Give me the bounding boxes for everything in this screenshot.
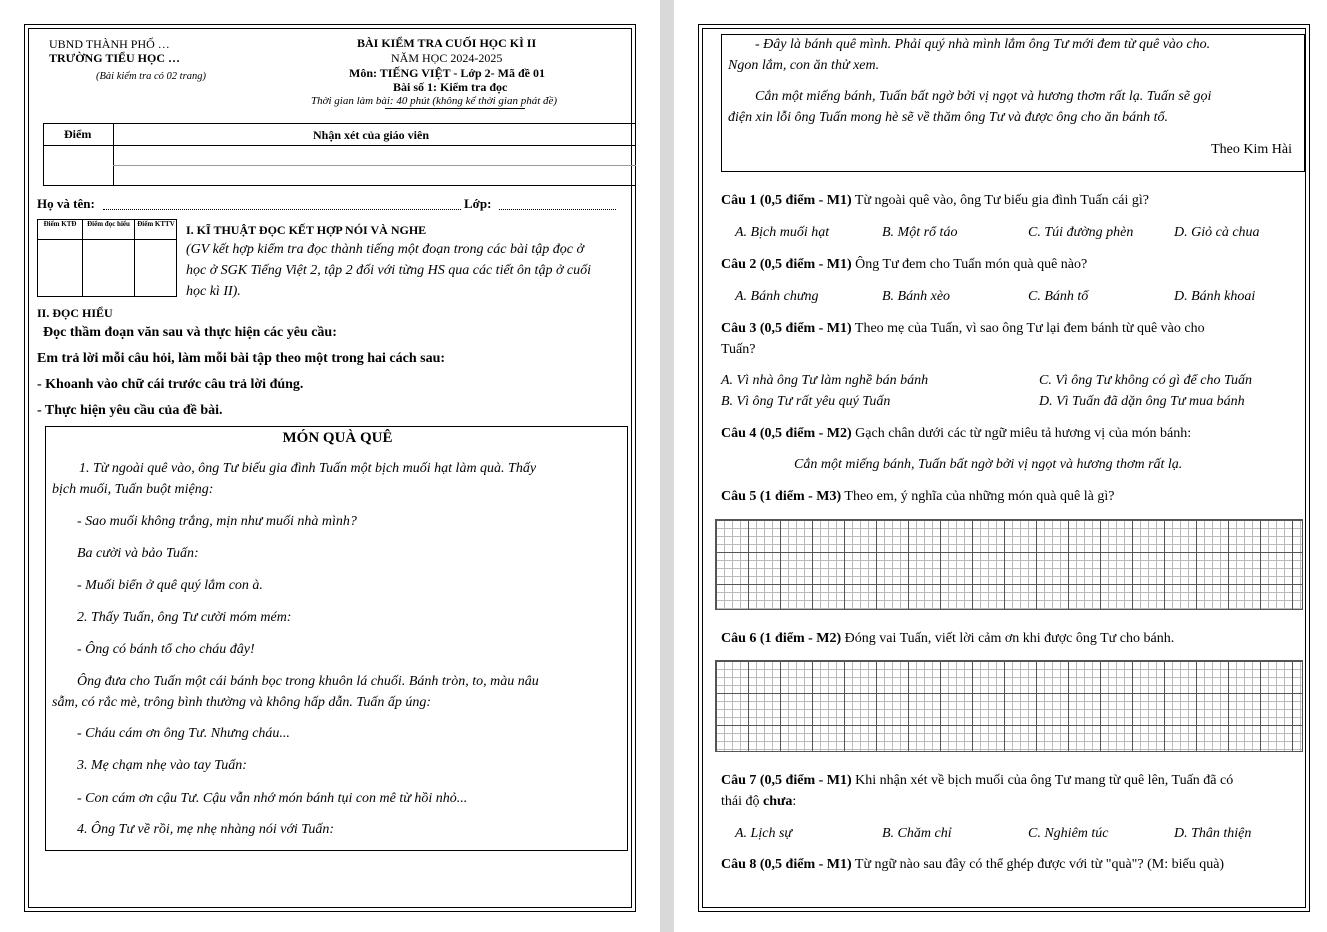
q7-option-b[interactable]: B. Chăm chỉ — [882, 826, 952, 841]
story-box — [45, 426, 628, 851]
story-line-2: bịch muối, Tuấn buột miệng: — [52, 482, 214, 497]
story-line-1: 1. Từ ngoài quê vào, ông Tư biếu gia đình Tuấn một bịch muối hạt làm quà. Thấy — [79, 461, 537, 476]
story-line-8: Ông đưa cho Tuấn một cái bánh bọc trong khuôn lá chuối. Bánh tròn, to, màu nâu — [77, 674, 539, 689]
time-underline — [385, 108, 525, 109]
q7-label: Câu 7 (0,5 điểm - M1) — [721, 773, 852, 788]
small-table-header-line — [37, 239, 177, 240]
name-field[interactable] — [103, 200, 461, 210]
story-cont-line-3: Cắn một miếng bánh, Tuấn bất ngờ bởi vị ngọt và hương thơm rất lạ. Tuấn sẽ gọi — [755, 89, 1212, 104]
score-table-row-line — [113, 165, 636, 166]
q7-text-2b: chưa — [763, 794, 793, 809]
section2-title: II. ĐỌC HIỂU — [37, 306, 113, 320]
section2-instr-1: Đọc thầm đoạn văn sau và thực hiện các yêu cầu: — [43, 325, 337, 340]
page-note: (Bài kiểm tra có 02 trang) — [96, 71, 206, 82]
q2-option-a[interactable]: A. Bánh chưng — [735, 289, 819, 304]
story-line-12: - Con cám ơn cậu Tư. Cậu vẫn nhớ món bánh tụi con mê từ hồi nhỏ... — [77, 791, 468, 806]
q4-label: Câu 4 (0,5 điểm - M2) — [721, 426, 852, 441]
q5-answer-grid[interactable] — [715, 519, 1303, 610]
page-gap — [660, 0, 674, 932]
q4-text: Gạch chân dưới các từ ngữ miêu tả hương vị của món bánh: — [851, 426, 1192, 441]
q2-label: Câu 2 (0,5 điểm - M1) — [721, 257, 852, 272]
q1-option-d[interactable]: D. Giỏ cà chua — [1174, 225, 1260, 240]
q3-text: Theo mẹ của Tuấn, vì sao ông Tư lại đem bánh từ quê vào cho — [851, 321, 1205, 336]
q3-label: Câu 3 (0,5 điểm - M1) — [721, 321, 852, 336]
question-8 — [721, 857, 1224, 873]
small-table-divider-1 — [82, 219, 83, 297]
q3-text-cont: Tuấn? — [721, 342, 756, 357]
q6-text: Đóng vai Tuấn, viết lời cảm ơn khi được ông Tư cho bánh. — [841, 631, 1175, 646]
q6-answer-grid[interactable] — [715, 660, 1303, 752]
ubnd-label: UBND THÀNH PHỐ … — [49, 37, 170, 51]
story-continued-box — [721, 34, 1305, 172]
score-table-divider — [113, 123, 114, 186]
story-title: MÓN QUÀ QUÊ — [282, 430, 393, 446]
story-line-9: sẫm, có rắc mè, trông bình thường và không hấp dẫn. Tuấn ấp úng: — [52, 695, 432, 710]
time-line: Thời gian làm bài: 40 phút (không kể thời gian phát đề) — [311, 95, 558, 107]
section2-instr-3: - Khoanh vào chữ cái trước câu trả lời đúng. — [37, 377, 304, 392]
page-2 — [674, 0, 1327, 932]
small-table-h3: Điểm KTTV — [137, 220, 175, 228]
subject-line: Môn: TIẾNG VIỆT - Lớp 2- Mã đề 01 — [349, 66, 546, 80]
story-line-6: 2. Thấy Tuấn, ông Tư cười móm mém: — [77, 610, 292, 625]
q7-option-c[interactable]: C. Nghiêm túc — [1028, 826, 1109, 841]
story-line-7: - Ông có bánh tổ cho cháu đây! — [77, 642, 255, 657]
part-line: Bài số 1: Kiểm tra đọc — [393, 80, 508, 94]
page-1 — [0, 0, 660, 932]
section1-line-1: (GV kết hợp kiểm tra đọc thành tiếng một đoạn trong các bài tập đọc ở — [186, 242, 584, 257]
comment-col-header: Nhận xét của giáo viên — [313, 128, 430, 142]
exam-title: BÀI KIỂM TRA CUỐI HỌC KÌ II — [357, 36, 537, 50]
small-table-h2: Điểm đọc hiểu — [87, 220, 130, 228]
q3-option-c[interactable]: C. Vì ông Tư không có gì để cho Tuấn — [1039, 373, 1252, 388]
q1-option-a[interactable]: A. Bịch muối hạt — [735, 225, 830, 240]
question-6 — [721, 631, 1174, 647]
q4-quote[interactable]: Cắn một miếng bánh, Tuấn bất ngờ bởi vị ngọt và hương thơm rất lạ. — [794, 457, 1183, 472]
q7-option-a[interactable]: A. Lịch sự — [735, 826, 793, 841]
story-cont-line-2: Ngon lắm, con ăn thử xem. — [728, 58, 880, 73]
story-line-10: - Cháu cám ơn ông Tư. Nhưng cháu... — [77, 726, 290, 741]
q7-text-cont — [721, 794, 796, 810]
q7-option-d[interactable]: D. Thân thiện — [1174, 826, 1252, 841]
section1-title: I. KĨ THUẬT ĐỌC KẾT HỢP NÓI VÀ NGHE — [186, 223, 427, 237]
class-label: Lớp: — [464, 196, 492, 211]
section1-line-3: học kì II). — [186, 284, 241, 299]
question-4 — [721, 426, 1191, 442]
section2-instr-4: - Thực hiện yêu cầu của đề bài. — [37, 403, 223, 418]
story-line-4: Ba cười và bảo Tuấn: — [77, 546, 199, 561]
q3-option-b[interactable]: B. Vì ông Tư rất yêu quý Tuấn — [721, 394, 891, 409]
q5-text: Theo em, ý nghĩa của những món quà quê là gì? — [841, 489, 1115, 504]
section2-instr-2: Em trả lời mỗi câu hỏi, làm mỗi bài tập theo một trong hai cách sau: — [37, 351, 446, 366]
q7-text-2c: : — [792, 794, 797, 809]
q1-label: Câu 1 (0,5 điểm - M1) — [721, 193, 852, 208]
q5-label: Câu 5 (1 điểm - M3) — [721, 489, 842, 504]
score-table-header-line — [43, 145, 636, 146]
q7-text-2: thái độ — [721, 794, 763, 809]
story-source: Theo Kim Hài — [1211, 142, 1292, 157]
q1-option-c[interactable]: C. Túi đường phèn — [1028, 225, 1134, 240]
story-line-13: 4. Ông Tư về rồi, mẹ nhẹ nhàng nói với Tuấn: — [77, 822, 334, 837]
story-line-11: 3. Mẹ chạm nhẹ vào tay Tuấn: — [77, 758, 247, 773]
question-5 — [721, 489, 1114, 505]
small-score-table — [37, 219, 177, 297]
school-label: TRƯỜNG TIỂU HỌC … — [49, 51, 181, 65]
q6-label: Câu 6 (1 điểm - M2) — [721, 631, 842, 646]
question-3 — [721, 321, 1205, 337]
story-cont-line-4: điện xin lỗi ông Tuấn mong hè sẽ về thăm ông Tư và được ông cho ăn bánh tổ. — [728, 110, 1168, 125]
q1-option-b[interactable]: B. Một rổ táo — [882, 225, 958, 240]
q2-option-d[interactable]: D. Bánh khoai — [1174, 289, 1256, 304]
name-label: Họ và tên: — [37, 196, 95, 211]
q8-label: Câu 8 (0,5 điểm - M1) — [721, 857, 852, 872]
story-line-5: - Muối biển ở quê quý lắm con à. — [77, 578, 263, 593]
q7-text: Khi nhận xét về bịch muối của ông Tư mang từ quê lên, Tuấn đã có — [851, 773, 1234, 788]
story-line-3: - Sao muối không trắng, mịn như muối nhà mình? — [77, 514, 357, 529]
school-year: NĂM HỌC 2024-2025 — [391, 51, 503, 65]
question-7 — [721, 773, 1233, 789]
question-1 — [721, 193, 1149, 209]
small-table-divider-2 — [134, 219, 135, 297]
score-col-header: Điểm — [64, 127, 92, 141]
class-field[interactable] — [499, 200, 616, 210]
q8-text: Từ ngữ nào sau đây có thể ghép được với từ "quà"? (M: biếu quà) — [851, 857, 1225, 872]
q3-option-d[interactable]: D. Vì Tuấn đã dặn ông Tư mua bánh — [1039, 394, 1245, 409]
q2-option-c[interactable]: C. Bánh tổ — [1028, 289, 1089, 304]
question-2 — [721, 257, 1087, 273]
section1-line-2: học ở SGK Tiếng Việt 2, tập 2 đối với từng HS qua các tiết ôn tập ở cuối — [186, 263, 592, 278]
q2-option-b[interactable]: B. Bánh xèo — [882, 289, 951, 304]
q3-option-a[interactable]: A. Vì nhà ông Tư làm nghề bán bánh — [721, 373, 929, 388]
story-cont-line-1: - Đây là bánh quê mình. Phải quý nhà mình lắm ông Tư mới đem từ quê vào cho. — [755, 37, 1211, 52]
small-table-h1: Điểm KTĐ — [43, 220, 77, 228]
q2-text: Ông Tư đem cho Tuấn món quà quê nào? — [851, 257, 1088, 272]
q1-text: Từ ngoài quê vào, ông Tư biếu gia đình Tuấn cái gì? — [851, 193, 1149, 208]
